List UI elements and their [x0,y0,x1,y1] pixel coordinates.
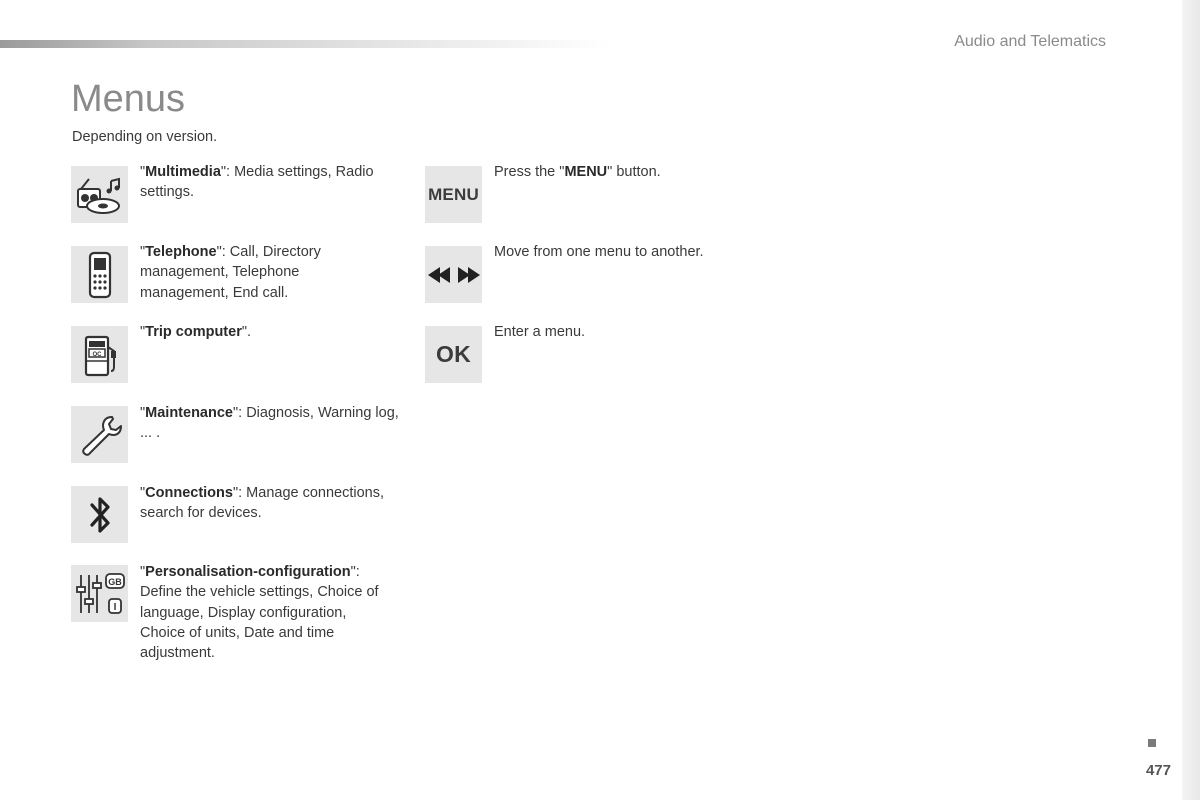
quote-close: " [233,405,239,421]
page-title: Menus [71,78,186,120]
menu-name: Connections [145,485,233,501]
menu-details: : Call, Directory management, Telephone management, End call. [140,244,321,301]
menu-name: Personalisation-configuration [145,564,351,580]
menu-telephone-description [140,242,350,303]
control-text-bold: MENU [564,164,608,180]
menu-trip-computer-description [140,322,400,342]
ok-button-label: OK [436,341,471,367]
icon-text-oc: OC [92,351,101,358]
intro-text: Depending on version. [72,129,218,145]
menu-button-label: MENU [428,184,479,204]
icon-text-gb: GB [107,576,122,587]
menu-maintenance-description [140,403,400,444]
settings-sliders-icon [71,565,128,622]
page-number: 477 [1145,762,1171,779]
multimedia-radio-icon [71,166,128,223]
menu-details: . [247,324,252,340]
menu-name: Trip computer [145,324,242,340]
menu-details: : Manage connections, search for devices. [140,485,385,522]
bluetooth-icon [71,486,128,543]
quote-open: " [140,564,146,580]
menu-details: : Define the vehicle settings, Choice of language, Display configuration, Choice of units, Date and time adjustment. [140,564,379,662]
quote-open: " [140,324,146,340]
quote-close: " [350,564,356,580]
trip-computer-icon [71,326,128,383]
quote-open: " [140,485,146,501]
icon-text-i: I [113,601,116,613]
control-text-post: " button. [607,164,661,180]
quote-close: " [216,244,222,260]
quote-open: " [140,244,146,260]
menu-connections-description [140,483,400,524]
page-marker [1148,739,1156,747]
menu-details: : Media settings, Radio settings. [140,164,374,201]
section-title: Audio and Telematics [954,33,1106,50]
header-gradient-bar [0,40,610,48]
control-arrows-description: Move from one menu to another. [494,244,704,260]
page-edge-strip [1182,0,1200,800]
quote-close: " [220,164,227,180]
menu-button-icon [425,166,482,223]
menu-personalisation-description [140,562,390,663]
menu-details: : Diagnosis, Warning log, ... . [140,405,399,442]
telephone-icon [71,246,128,303]
menu-multimedia-description [140,162,400,203]
quote-close: " [232,485,239,501]
control-ok-description: Enter a menu. [494,324,586,340]
menu-name: Maintenance [145,405,233,421]
menu-name: Multimedia [145,164,221,180]
quote-open: " [140,164,146,180]
quote-close: " [241,324,247,340]
ok-button-icon [425,326,482,383]
wrench-icon [71,406,128,463]
control-menu-description [494,162,794,182]
control-text-pre: Press the " [494,164,565,180]
prev-next-arrows-icon [425,246,482,303]
menu-name: Telephone [145,244,217,260]
quote-open: " [140,405,146,421]
